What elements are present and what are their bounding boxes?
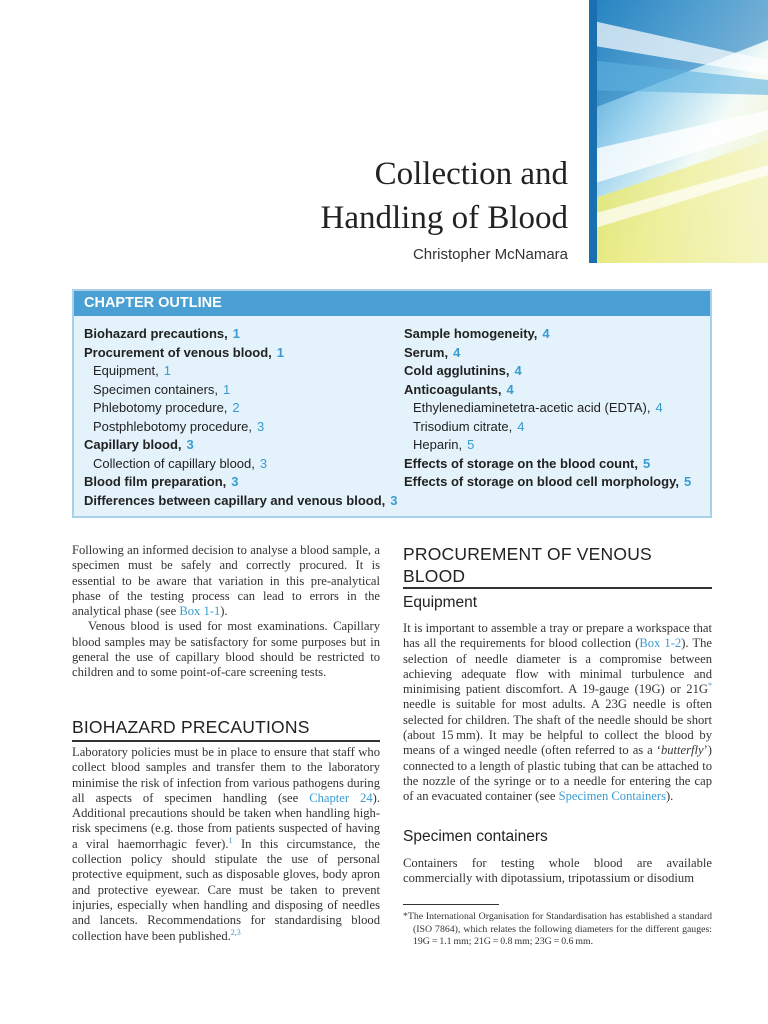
outline-left-column [84, 325, 397, 510]
outline-item-label: Differences between capillary and venous blood, [84, 492, 386, 508]
intro-text [72, 543, 380, 681]
outline-item-label: Phlebotomy procedure, [93, 400, 228, 415]
outline-item-label: Biohazard precautions, [84, 326, 228, 341]
reference-2-3[interactable]: 2,3 [230, 927, 241, 937]
outline-item-label: Specimen containers, [93, 381, 219, 397]
outline-item-page[interactable]: 4 [506, 381, 514, 397]
outline-item[interactable] [404, 418, 691, 437]
author-name: Christopher McNamara [412, 246, 568, 263]
outline-item[interactable] [84, 418, 397, 437]
procurement-heading-line-2: BLOOD [403, 566, 466, 586]
chapter-title-line-1: Collection and [374, 156, 568, 192]
outline-right-column [404, 325, 691, 492]
outline-item[interactable] [404, 455, 691, 474]
outline-item[interactable] [404, 436, 691, 455]
procurement-heading [403, 543, 652, 587]
outline-item-page[interactable]: 1 [232, 326, 240, 341]
outline-item-page[interactable]: 3 [186, 437, 194, 452]
outline-item-page[interactable]: 4 [655, 400, 663, 415]
outline-item-label: Serum, [404, 344, 449, 360]
outline-item[interactable] [84, 492, 397, 511]
outline-item-page[interactable]: 4 [453, 344, 461, 360]
outline-item-page[interactable]: 1 [276, 344, 285, 360]
outline-item-page[interactable]: 1 [223, 381, 231, 397]
outline-item[interactable] [84, 436, 397, 455]
intro-paragraph-2: Venous blood is used for most examinations. Capillary blood samples may be satisfactory for some purposes but in general the use of capillary blood should be restricted to children and to some point-of-care screening tests. [72, 619, 380, 680]
chapter-title-line-2: Handling of Blood [320, 200, 568, 236]
equipment-text [403, 621, 712, 805]
chapter-cover-image [589, 0, 768, 263]
outline-item[interactable] [404, 344, 691, 363]
box-1-2-link[interactable]: Box 1-2 [639, 636, 682, 651]
outline-item[interactable] [84, 473, 397, 492]
outline-item[interactable] [84, 381, 397, 400]
outline-item[interactable] [404, 473, 691, 492]
equipment-paragraph: It is important to assemble a tray or prepare a workspace that has all the requirements for blood collection (Box 1-2). The selection of needle diameter is a compromise between achieving adequate flow with minimal turbulence and minimising patient discomfort. A 19-gauge (19G) or 21G* needle is suitable for most adults. A 23G needle is often selected for children. The shaft of the needle should be short (about 15 mm). It may be helpful to collect the blood by means of a winged needle (often referred to as a ‘butterfly’) connected to a length of plastic tubing that can be attached to the nozzle of the syringe or to a needle for entering the cap of an evacuated container (see Specimen Containers). [403, 621, 713, 804]
outline-item-page[interactable]: 4 [542, 326, 550, 341]
outline-item[interactable] [404, 381, 691, 400]
outline-item-label: Anticoagulants, [404, 381, 502, 397]
outline-item-label: Trisodium citrate, [413, 418, 513, 434]
box-1-1-link[interactable]: Box 1-1 [179, 604, 221, 619]
outline-item[interactable] [84, 325, 397, 344]
procurement-heading-line-1: PROCUREMENT OF VENOUS [403, 544, 652, 564]
outline-item[interactable] [84, 455, 397, 474]
biohazard-heading-rule [72, 740, 380, 742]
biohazard-paragraph: Laboratory policies must be in place to ensure that staff who collect blood samples and transfer them to the laboratory minimise the risk of infection from various pathogens during all aspects of specimen handling (see Chapter 24). Additional precautions should be taken when handling high-risk specimens (e.g. those from patients suspected of having a viral haemorrhagic fever).$^1$ In this circumstance, the collection policy should stipulate the use of personal protective equipment, such as disposable gloves, body apron and protective eyewear. Care must be taken to prevent injuries, especially when handling and disposing of needles and lancets. Recommendations for standardising blood collection have been published.$^{2,3}$ [72, 745, 380, 943]
outline-item-page[interactable]: 5 [643, 455, 651, 471]
outline-item-label: Equipment, [93, 363, 159, 378]
procurement-heading-rule [403, 587, 712, 589]
outline-item-label: Postphlebotomy procedure, [93, 418, 252, 434]
outline-item[interactable] [84, 344, 397, 363]
biohazard-heading: BIOHAZARD PRECAUTIONS [72, 717, 310, 737]
outline-item-page[interactable]: 4 [517, 418, 525, 434]
outline-item-page[interactable]: 5 [683, 474, 692, 489]
outline-item-page[interactable]: 3 [390, 492, 398, 508]
outline-item-label: Collection of capillary blood, [93, 455, 255, 471]
outline-item-page[interactable]: 3 [231, 474, 239, 489]
outline-item[interactable] [84, 362, 397, 381]
footnote-marker[interactable]: * [708, 681, 712, 690]
equipment-heading: Equipment [403, 594, 478, 611]
footnote: *The International Organisation for Standardisation has established a standard (ISO 7864), which relates the following diameters for the different gauges: 19G = 1.1 mm; 21G = 0.8 mm; 23G = 0.6 mm. [403, 911, 712, 948]
intro-paragraph-1: Following an informed decision to analyse a blood sample, a specimen must be safely and correctly procured. It is essential to be aware that variation in this pre-analytical phase of the testing process can lead to errors in the analytical phase (see Box 1-1). [72, 543, 380, 619]
outline-item-page[interactable]: 5 [467, 437, 475, 452]
containers-text [403, 856, 712, 887]
reference-1[interactable]: 1 [228, 835, 233, 845]
outline-item-label: Ethylenediaminetetra-acetic acid (EDTA), [413, 400, 651, 415]
outline-item-label: Capillary blood, [84, 437, 182, 452]
outline-item-label: Effects of storage on the blood count, [404, 455, 638, 471]
containers-paragraph: Containers for testing whole blood are available commercially with dipotassium, tripotassium or disodium [403, 856, 712, 886]
outline-item-page[interactable]: 3 [256, 418, 265, 434]
outline-item-page[interactable]: 1 [163, 363, 171, 378]
outline-item-label: Cold agglutinins, [404, 363, 510, 378]
specimen-containers-link[interactable]: Specimen Containers [558, 789, 666, 804]
outline-item-page[interactable]: 4 [514, 363, 522, 378]
outline-item-page[interactable]: 3 [259, 455, 268, 471]
outline-item-label: Procurement of venous blood, [84, 344, 272, 360]
chapter-24-link[interactable]: Chapter 24 [309, 790, 373, 805]
outline-item-page[interactable]: 2 [232, 400, 240, 415]
chapter-outline-header: CHAPTER OUTLINE [74, 291, 710, 316]
biohazard-text [72, 745, 380, 944]
footnote-rule [403, 904, 499, 905]
specimen-containers-heading: Specimen containers [403, 828, 548, 845]
outline-item-label: Sample homogeneity, [404, 326, 538, 341]
chapter-title [321, 152, 568, 240]
outline-item[interactable] [404, 325, 691, 344]
outline-item-label: Blood film preparation, [84, 474, 227, 489]
outline-item[interactable] [404, 399, 691, 418]
outline-item[interactable] [84, 399, 397, 418]
outline-item-label: Heparin, [413, 437, 463, 452]
chapter-outline [72, 289, 712, 518]
outline-item-label: Effects of storage on blood cell morphology, [404, 474, 679, 489]
outline-item[interactable] [404, 362, 691, 381]
